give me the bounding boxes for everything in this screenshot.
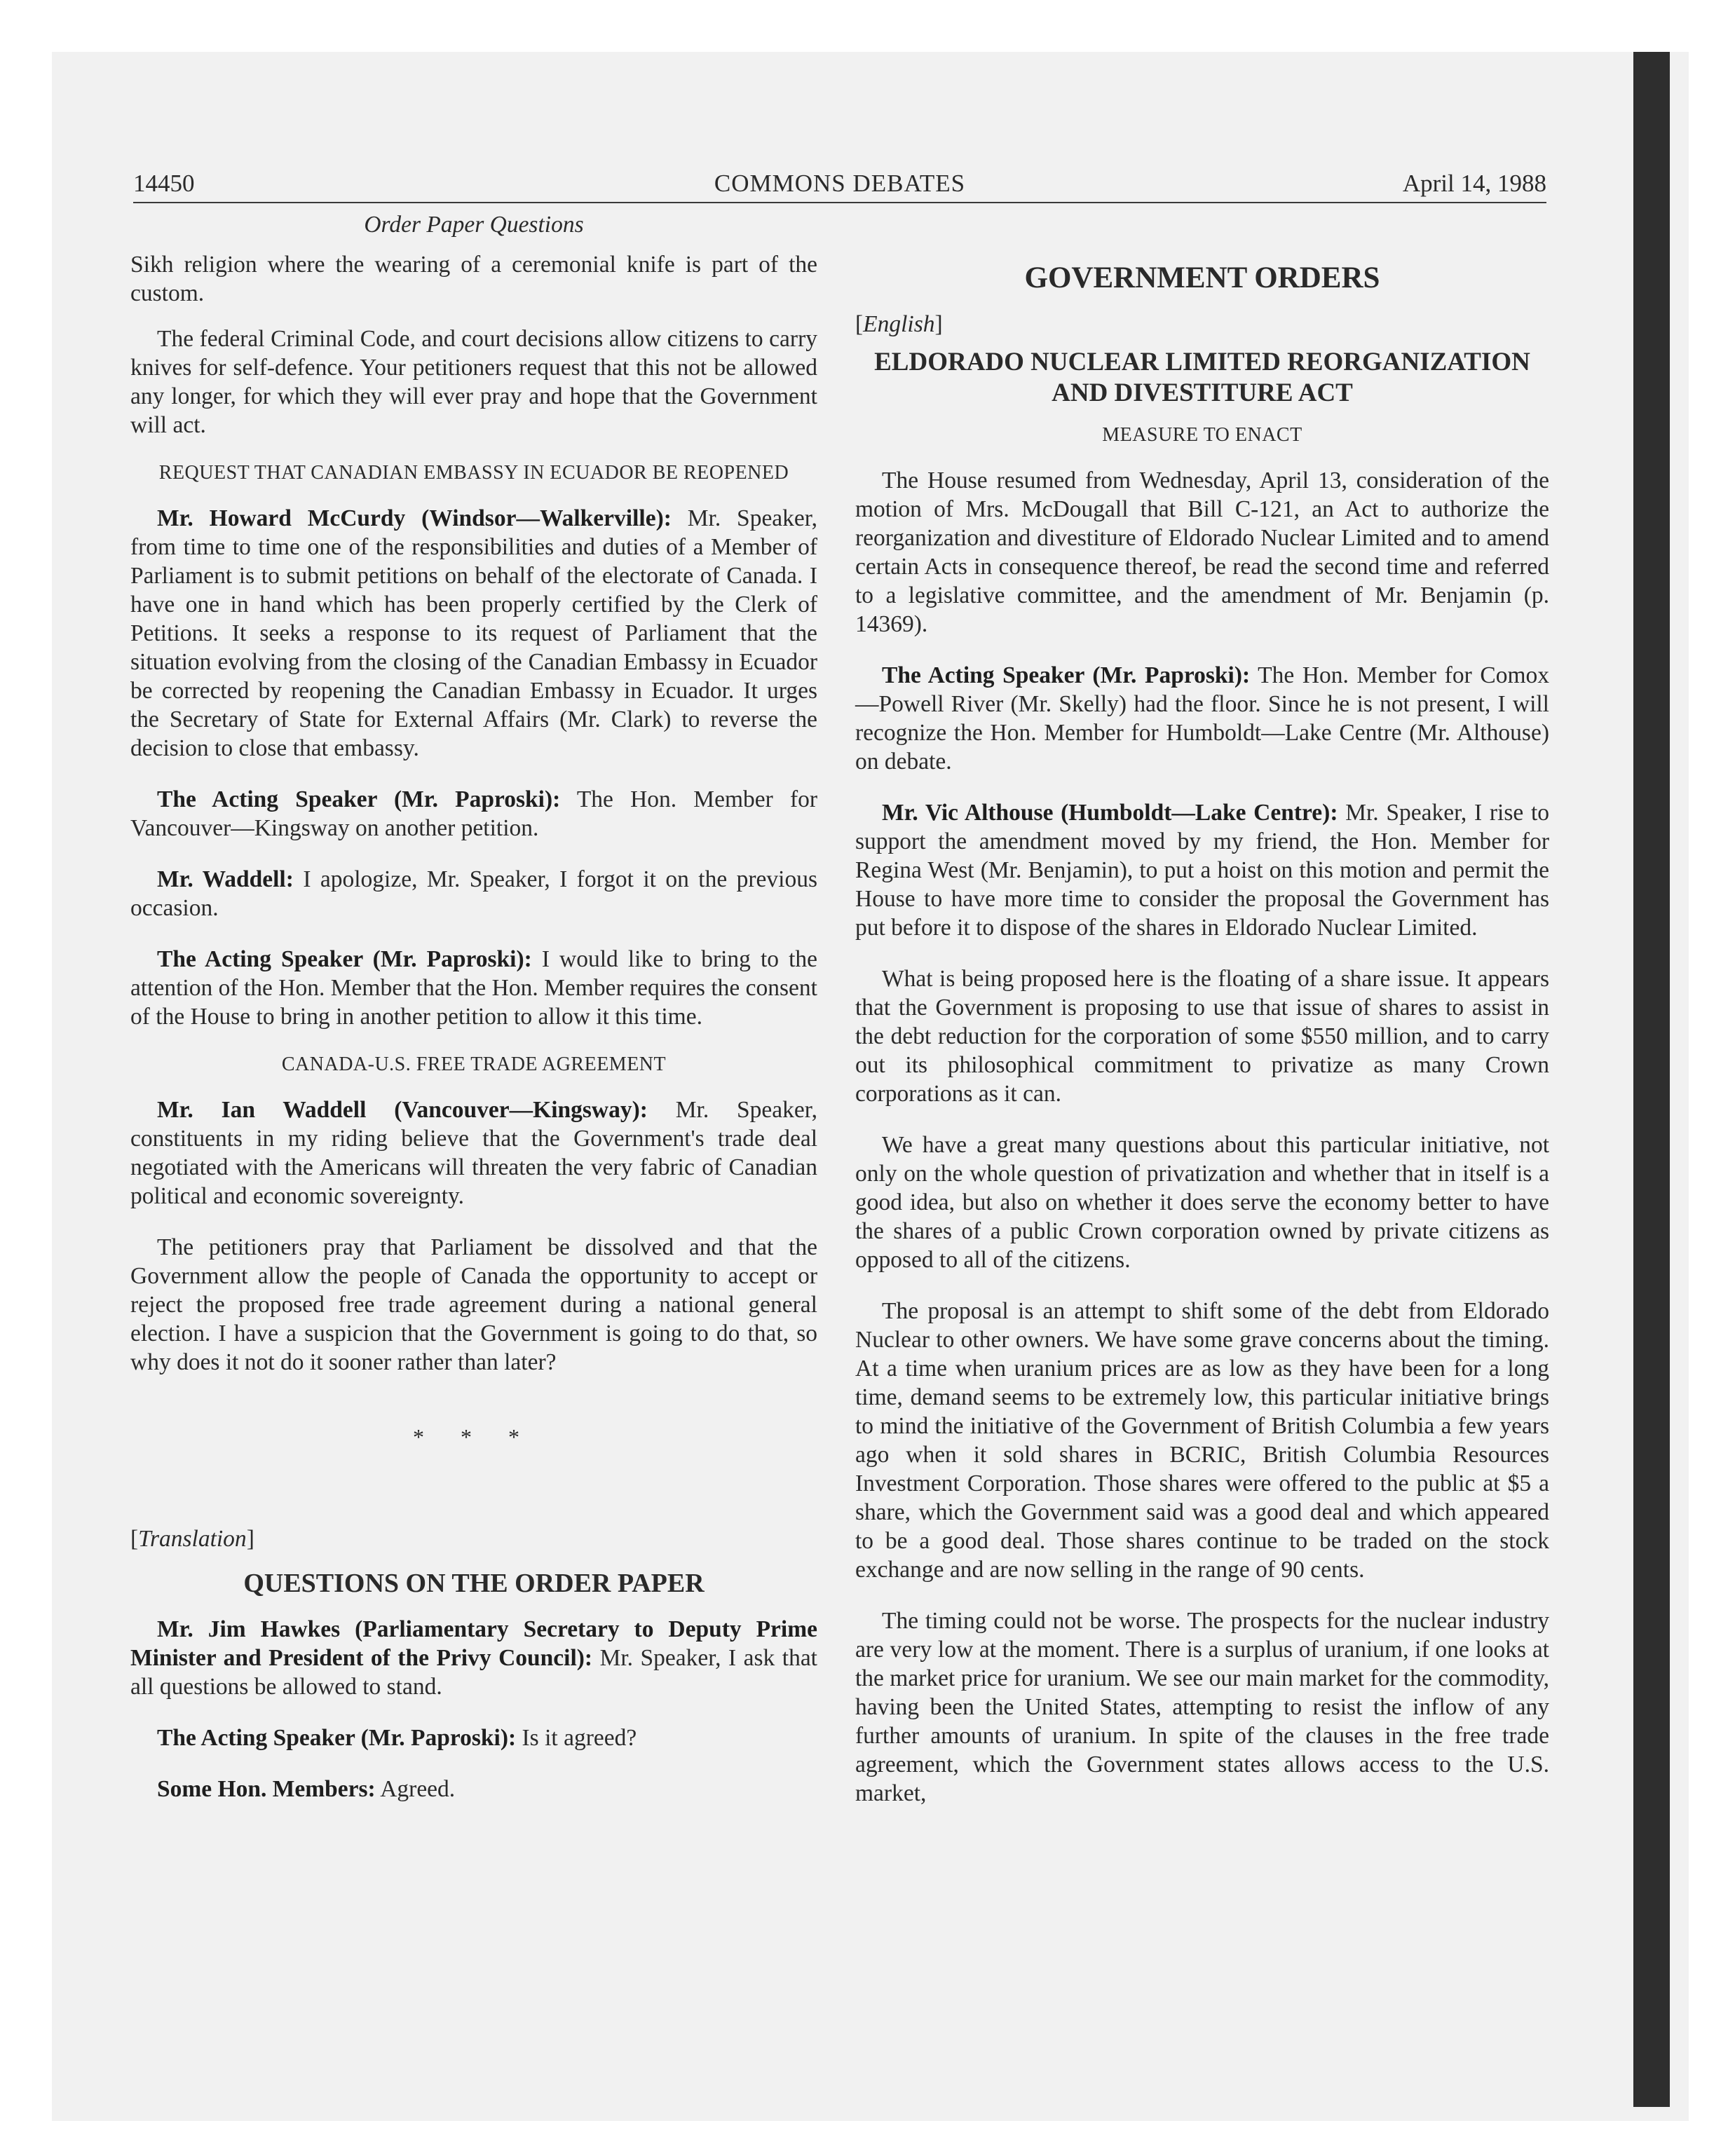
paragraph: What is being proposed here is the floating of a share issue. It appears that the Government is proposing to use that issue of shares to assist in the debt reduction for the corporation of some $550 million, and to carry out its philosophical commitment to privatize as many Crown corporations as it can. xyxy=(855,966,1549,1107)
speech-text: I apologize, Mr. Speaker, I forgot it on the previous occasion. xyxy=(130,866,817,921)
paragraph: The federal Criminal Code, and court decisions allow citizens to carry knives for self-defence. Your petitioners request that this not be allowed any longer, for which they will ever pray and hope that the Government will act. xyxy=(130,326,817,438)
speech-text: I would like to bring to the attention of the Hon. Member that the Hon. Member requires the consent of the House to bring in another petition to allow it this time. xyxy=(130,946,817,1030)
section-heading: REQUEST THAT CANADIAN EMBASSY IN ECUADOR BE REOPENED xyxy=(158,462,789,484)
speech xyxy=(130,1724,817,1752)
speech-text: Is it agreed? xyxy=(516,1725,637,1751)
speaker-name: The Acting Speaker (Mr. Paproski): xyxy=(157,786,561,812)
speech-text: Mr. Speaker, I rise to support the amendment moved by my friend, the Hon. Member for Regina West (Mr. Benjamin), to put a hoist on this motion and permit the House to have more time to consider the proposal the Government has put before it to dispose of the shares in Eldorado Nuclear Limited. xyxy=(855,800,1549,941)
speaker-name: Mr. Jim Hawkes (Parliamentary Secretary to Deputy Prime Minister and President of the Privy Council): xyxy=(130,1616,817,1671)
scan-edge-shadow xyxy=(1633,52,1670,2107)
speech xyxy=(130,945,817,1031)
issue-date: April 14, 1988 xyxy=(1402,170,1546,197)
speaker-name: Some Hon. Members: xyxy=(157,1776,376,1802)
running-header xyxy=(133,170,1546,203)
speech xyxy=(855,661,1549,776)
paragraph: We have a great many questions about this particular initiative, not only on the whole question of privatization and whether that in itself is a good idea, but also on whether it does serve the economy better to have the shares of a public Crown corporation owned by private citizens as opposed to all of the citizens. xyxy=(855,1132,1549,1273)
speaker-name: Mr. Vic Althouse (Humboldt—Lake Centre): xyxy=(882,800,1338,826)
paragraph: The petitioners pray that Parliament be dissolved and that the Government allow the people of Canada the opportunity to accept or reject the proposed free trade agreement during a national general election. I have a suspicion that the Government is going to do that, so why does it not do it sooner rather than later? xyxy=(130,1234,817,1375)
speech xyxy=(130,1775,817,1803)
speech-text: The Hon. Member for Vancouver—Kingsway on another petition. xyxy=(130,786,818,841)
section-divider-stars: * * * xyxy=(413,1424,535,1449)
translation-label: Translation xyxy=(138,1526,247,1552)
speech-text: Agreed. xyxy=(375,1776,456,1802)
right-column xyxy=(855,210,1549,1830)
english-label: English xyxy=(863,311,935,337)
left-column xyxy=(130,210,817,1826)
speech xyxy=(855,798,1549,942)
english-note: [English] xyxy=(855,311,943,337)
speaker-name: The Acting Speaker (Mr. Paproski): xyxy=(157,946,532,972)
government-orders-heading: GOVERNMENT ORDERS xyxy=(1024,261,1380,294)
translation-note: [Translation] xyxy=(130,1526,254,1552)
speaker-name: The Acting Speaker (Mr. Paproski): xyxy=(157,1725,517,1751)
speaker-name: Mr. Waddell: xyxy=(157,866,294,892)
speaker-name: The Acting Speaker (Mr. Paproski): xyxy=(882,662,1251,688)
publication-title: COMMONS DEBATES xyxy=(714,170,966,197)
speech-text: The Hon. Member for Comox—Powell River (Mr. Skelly) had the floor. Since he is not present, I will recognize the Hon. Member for Humboldt—Lake Centre (Mr. Althouse) on debate. xyxy=(855,662,1550,775)
speech xyxy=(130,785,817,842)
speaker-name: Mr. Ian Waddell (Vancouver—Kingsway): xyxy=(157,1097,648,1123)
paragraph: The House resumed from Wednesday, April 13, consideration of the motion of Mrs. McDougall that Bill C-121, an Act to authorize the reorganization and divestiture of Eldorado Nuclear Limited and to amend certain Acts in consequence thereof, be read the second time and referred to a legislative committee, and the amendment of Mr. Benjamin (p. 14369). xyxy=(855,468,1549,637)
page-number: 14450 xyxy=(133,170,195,197)
bill-title: ELDORADO NUCLEAR LIMITED REORGANIZATION AND DIVESTITURE ACT xyxy=(874,348,1530,407)
paragraph: The proposal is an attempt to shift some of the debt from Eldorado Nuclear to other owners. We have some grave concerns about the timing. At a time when uranium prices are as low as they have been for a long time, demand seems to be extremely low, this particular initiative brings to mind the initiative of the Government of British Columbia a few years ago when it sold shares in BCRIC, British Columbia Resources Investment Corporation. Those shares were offered to the public at $5 a share, which the Government said was a good deal and which appeared to be a good deal. Those shares continue to be traded on the stock exchange and are now selling in the range of 90 cents. xyxy=(855,1298,1549,1583)
speaker-name: Mr. Howard McCurdy (Windsor—Walkerville): xyxy=(157,505,672,531)
measure-subheading: MEASURE TO ENACT xyxy=(1102,424,1302,446)
speech xyxy=(130,1096,817,1210)
questions-heading: QUESTIONS ON THE ORDER PAPER xyxy=(243,1569,705,1598)
section-heading: CANADA-U.S. FREE TRADE AGREEMENT xyxy=(281,1053,667,1075)
paragraph: Sikh religion where the wearing of a ceremonial knife is part of the custom. xyxy=(130,252,817,306)
speech-text: Mr. Speaker, I ask that all questions be allowed to stand. xyxy=(130,1645,817,1700)
speech xyxy=(130,504,817,763)
speech-text: Mr. Speaker, from time to time one of the responsibilities and duties of a Member of Parliament is to submit petitions on behalf of the electorate of Canada. I have one in hand which has been properly certified by the Clerk of Petitions. It seeks a response to its request of Parliament that the situation evolving from the closing of the Canadian Embassy in Ecuador be corrected by reopening the Canadian Embassy in Ecuador. It urges the Secretary of State for External Affairs (Mr. Clark) to reverse the decision to close that embassy. xyxy=(130,505,817,761)
speech xyxy=(130,1615,817,1701)
paragraph: The timing could not be worse. The prospects for the nuclear industry are very low at the moment. There is a surplus of uranium, if one looks at the market price for uranium. We see our main market for the commodity, having been the United States, attempting to resist the inflow of any further amounts of uranium. In spite of the clauses in the free trade agreement, which the Government states allows access to the U.S. market, xyxy=(855,1608,1549,1806)
speech xyxy=(130,865,817,922)
speech-text: Mr. Speaker, constituents in my riding believe that the Government's trade deal negotiated with the Americans will threaten the very fabric of Canadian political and economic sovereignty. xyxy=(130,1097,817,1209)
order-paper-subhead: Order Paper Questions xyxy=(364,212,584,238)
